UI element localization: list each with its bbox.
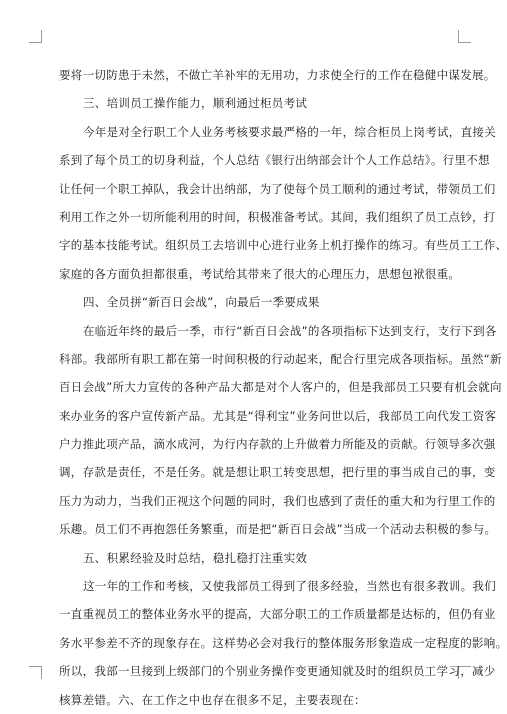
- paragraph-line: 来办业务的客户宣传新产品。尤其是“得利宝”业务问世以后，我部员工向代发工资客: [59, 408, 497, 423]
- section-heading-3: 三、培训员工操作能力，顺利通过柜员考试: [83, 96, 308, 111]
- page-corner-mark-top-left: [29, 30, 42, 43]
- paragraph-line: 压力为动力，当我们正视这个问题的同时，我们也感到了责任的重大和为行里工作的: [59, 493, 496, 508]
- section-heading-4: 四、全员拼“新百日会战”，向最后一季要成果: [83, 295, 320, 310]
- page-corner-mark-bottom-left: [29, 666, 42, 679]
- paragraph-line: 一直重视员工的整体业务水平的提高，大部分职工的工作质量都是达标的，但仍有业: [59, 607, 496, 622]
- paragraph-line: 核算差错。六、在工作之中也存在很多不足，主要表现在：: [59, 692, 366, 707]
- paragraph-line: 百日会战”所大力宣传的各种产品大都是对个人客户的，但是我部员工只要有机会就向: [59, 380, 502, 395]
- paragraph-line: 调，存款是责任，不是任务。就是想让职工转变思想，把行里的事当成自己的事，变: [59, 465, 496, 480]
- document-body: [59, 61, 507, 714]
- paragraph-line: 务水平参差不齐的现象存在。这样势必会对我行的整体服务形象造成一定程度的影响。: [59, 635, 507, 650]
- paragraph-line: 家庭的各方面负担都很重，考试给其带来了很大的心理压力，思想包袱很重。: [59, 266, 461, 281]
- paragraph-line: 要将一切防患于未然，不做亡羊补牢的无用功，力求使全行的工作在稳健中谋发展。: [59, 68, 496, 82]
- paragraph-line: 在临近年终的最后一季，市行“新百日会战”的各项指标下达到支行，支行下到各: [83, 323, 497, 338]
- paragraph-line: 科部。我部所有职工都在第一时间积极的行动起来，配合行里完成各项指标。虽然“新: [59, 351, 502, 366]
- paragraph-line: 这一年的工作和考核，又使我部员工得到了很多经验，当然也有很多教训。我们: [83, 579, 496, 594]
- paragraph-line: 系到了每个员工的切身利益，个人总结《银行出纳部会计个人工作总结》。行里不想: [59, 153, 490, 168]
- paragraph-line: 乐趣。员工们不再抱怨任务繁重，而是把“新百日会战”当成一个活动去积极的参与。: [59, 522, 497, 537]
- paragraph-line: 所以，我部一旦接到上级部门的个别业务操作变更通知就及时的组织员工学习，减少: [59, 664, 496, 679]
- paragraph-line: 户力推此项产品，滴水成河，为行内存款的上升做着力所能及的贡献。行领导多次强: [59, 437, 496, 452]
- paragraph-line: 今年是对全行职工个人业务考核要求最严格的一年，综合柜员上岗考试，直接关: [83, 124, 496, 139]
- paragraph-line: 让任何一个职工掉队，我会计出纳部，为了使每个员工顺利的通过考试，带领员工们: [59, 181, 496, 196]
- paragraph-line: 字的基本技能考试。组织员工去培训中心进行业务上机打操作的练习。有些员工工作、: [59, 238, 507, 253]
- section-heading-5: 五、积累经验及时总结，稳扎稳打注重实效: [83, 550, 308, 565]
- page-corner-mark-top-right: [458, 30, 471, 43]
- paragraph-line: 利用工作之外一切所能利用的时间，积极准备考试。其间，我们组织了员工点钞，打: [59, 209, 496, 224]
